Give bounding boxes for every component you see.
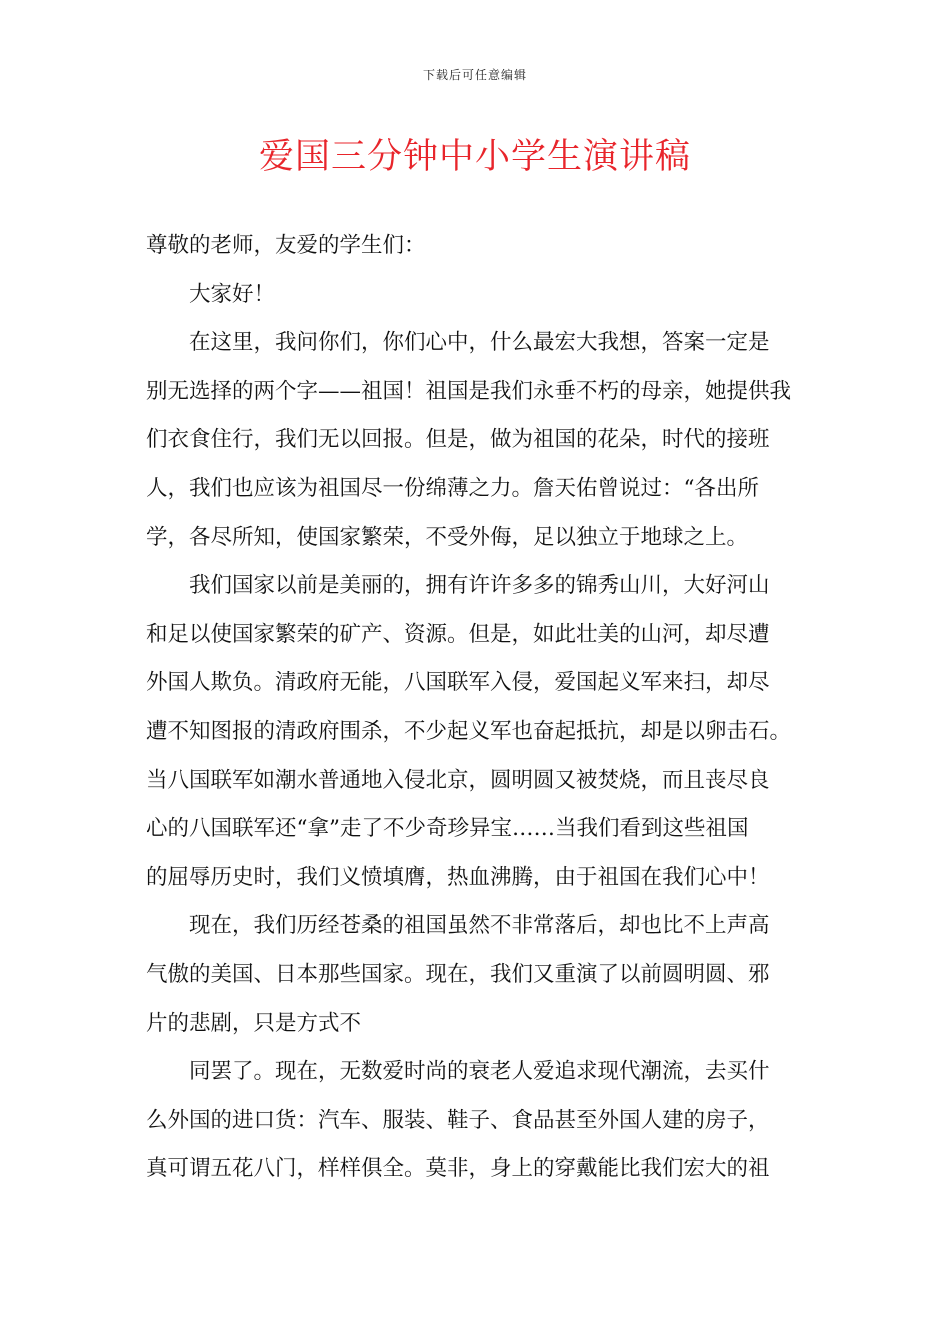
text-line: 同罢了。现在，无数爱时尚的衰老人爱追求现代潮流，去买什 — [189, 1059, 770, 1085]
text-line: 们衣食住行，我们无以回报。但是，做为祖国的花朵，时代的接班 — [146, 427, 770, 453]
text-line: 别无选择的两个字——祖国！祖国是我们永垂不朽的母亲，她提供我 — [146, 378, 792, 404]
text-line: 学，各尽所知，使国家繁荣，不受外侮，足以独立于地球之上。 — [146, 524, 749, 550]
text-line: 现在，我们历经苍桑的祖国虽然不非常落后，却也比不上声高 — [189, 913, 770, 939]
text-line: 当八国联军如潮水普通地入侵北京，圆明圆又被焚烧，而且丧尽良 — [146, 767, 770, 793]
paragraph-present — [146, 902, 806, 1048]
text-line: 的屈辱历史时，我们义愤填膺，热血沸腾，由于祖国在我们心中！ — [146, 864, 770, 890]
text-line: 外国人欺负。清政府无能，八国联军入侵，爱国起义军来扫，却尽 — [146, 670, 770, 696]
paragraph-fashion — [146, 1048, 806, 1194]
text-line: 片的悲剧，只是方式不 — [146, 1010, 362, 1036]
text-line: 我们国家以前是美丽的，拥有许许多多的锦秀山川，大好河山 — [189, 573, 770, 599]
document-title: 爱国三分钟中小学生演讲稿 — [258, 137, 691, 177]
text-line: 么外国的进口货：汽车、服装、鞋子、食品甚至外国人建的房子， — [146, 1107, 770, 1133]
document-body — [146, 222, 806, 1194]
paragraph-greeting — [146, 271, 806, 320]
text-line: 大家好！ — [189, 281, 276, 307]
text-line: 心的八国联军还“拿”走了不少奇珍异宝……当我们看到这些祖国 — [146, 816, 749, 842]
header-note: 下载后可任意编辑 — [422, 68, 527, 82]
salutation: 尊敬的老师，友爱的学生们： — [146, 233, 426, 258]
text-line: 真可谓五花八门，样样俱全。莫非，身上的穿戴能比我们宏大的祖 — [146, 1156, 770, 1182]
paragraph-motherland — [146, 319, 806, 562]
text-line: 遭不知图报的清政府围杀，不少起义军也奋起抵抗，却是以卵击石。 — [146, 718, 792, 744]
text-line: 和足以使国家繁荣的矿产、资源。但是，如此壮美的山河，却尽遭 — [146, 621, 770, 647]
text-line: 在这里，我问你们，你们心中，什么最宏大我想，答案一定是 — [189, 330, 770, 356]
paragraph-history — [146, 562, 806, 902]
text-line: 气傲的美国、日本那些国家。现在，我们又重演了以前圆明圆、邪 — [146, 961, 770, 987]
text-line: 人，我们也应该为祖国尽一份绵薄之力。詹天佑曾说过：“各出所 — [146, 475, 759, 501]
